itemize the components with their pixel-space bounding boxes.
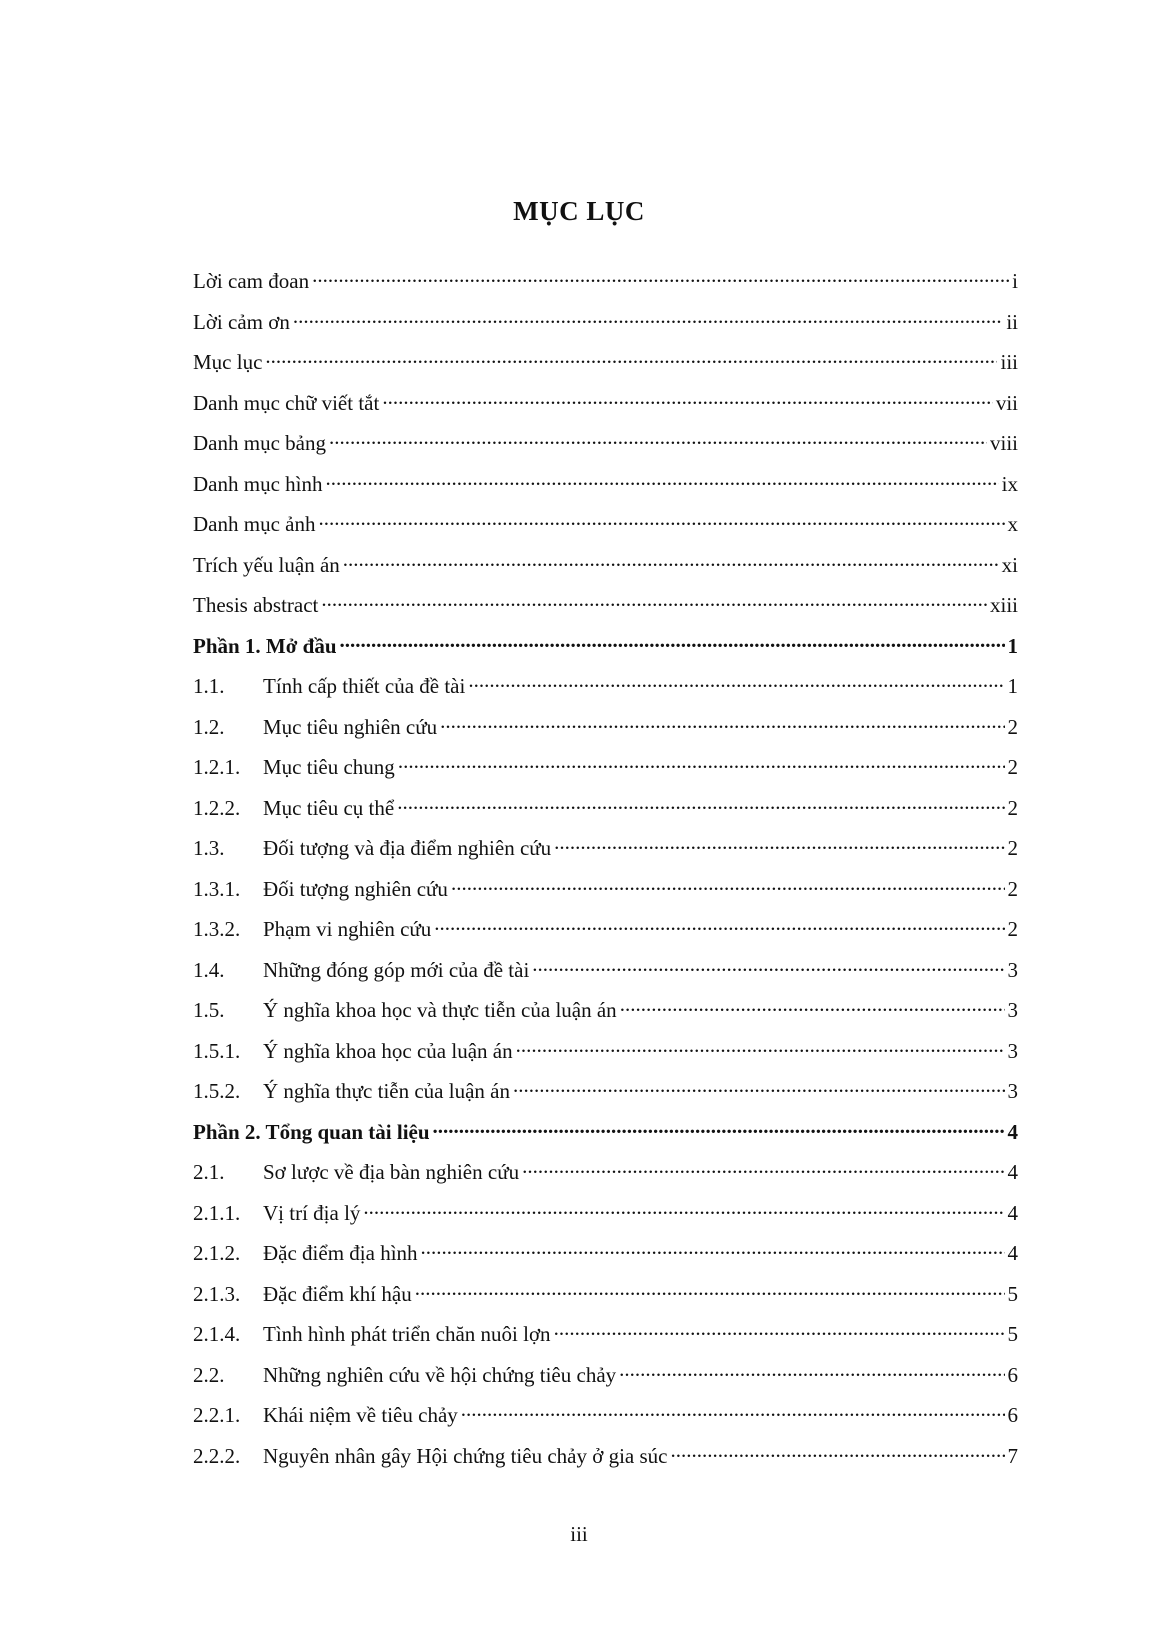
dot-leader bbox=[461, 1401, 1005, 1422]
toc-entry-page: 3 bbox=[1007, 998, 1018, 1022]
toc-entry[interactable] bbox=[193, 794, 1018, 835]
toc-entry-page: viii bbox=[989, 431, 1018, 455]
dot-leader bbox=[516, 1037, 1005, 1058]
toc-entry-label: Lời cam đoan bbox=[193, 269, 310, 293]
toc-entry-label: Đối tượng và địa điểm nghiên cứu bbox=[263, 836, 552, 860]
toc-entry-label: Ý nghĩa khoa học của luận án bbox=[263, 1038, 513, 1063]
toc-entry-page: 2 bbox=[1007, 714, 1018, 739]
page-number: iii bbox=[570, 1522, 588, 1546]
toc-entry[interactable] bbox=[193, 1442, 1018, 1483]
toc-entry-label: Những đóng góp mới của đề tài bbox=[263, 957, 530, 982]
dot-leader bbox=[619, 1361, 1004, 1382]
toc-entry-number: 1.5.2. bbox=[193, 1079, 241, 1103]
dot-leader bbox=[318, 510, 1004, 531]
toc-entry-label: Sơ lược về địa bàn nghiên cứu bbox=[263, 1160, 520, 1184]
dot-leader bbox=[340, 632, 1005, 653]
dot-leader bbox=[382, 389, 993, 410]
toc-entry[interactable] bbox=[193, 1280, 1018, 1321]
toc-entry-number: 1.1. bbox=[193, 674, 225, 698]
toc-entry-number: 1.5.1. bbox=[193, 1038, 241, 1063]
toc-entry[interactable] bbox=[193, 956, 1018, 997]
toc-entry-label: Khái niệm về tiêu chảy bbox=[263, 1403, 458, 1427]
toc-entry-label: Tình hình phát triển chăn nuôi lợn bbox=[263, 1322, 551, 1346]
toc-entry-number: 1.3. bbox=[193, 836, 225, 860]
toc-entry-page: 3 bbox=[1007, 1079, 1018, 1103]
toc-entry[interactable] bbox=[193, 591, 1018, 632]
toc-entry[interactable] bbox=[193, 1401, 1018, 1442]
toc-entry-number: 1.3.2. bbox=[193, 917, 241, 941]
toc-entry-label: Danh mục hình bbox=[193, 471, 323, 496]
toc-entry[interactable] bbox=[193, 834, 1018, 875]
toc-entry-page: 5 bbox=[1007, 1322, 1018, 1346]
toc-entry[interactable] bbox=[193, 389, 1018, 430]
toc-entry-number: 2.1.3. bbox=[193, 1281, 241, 1306]
toc-entry[interactable] bbox=[193, 551, 1018, 592]
toc-entry-page: vii bbox=[995, 390, 1018, 415]
toc-entry-number: 2.1. bbox=[193, 1160, 225, 1184]
toc-entry-page: ix bbox=[1001, 471, 1018, 496]
toc-entry[interactable] bbox=[193, 713, 1018, 754]
toc-entry-page: 1 bbox=[1007, 633, 1018, 658]
toc-entry-number: 2.1.1. bbox=[193, 1200, 241, 1225]
toc-entry-number: 1.2. bbox=[193, 714, 225, 739]
dot-leader bbox=[620, 996, 1005, 1017]
toc-entry[interactable] bbox=[193, 267, 1018, 308]
toc-entry-label: Phần 1. Mở đầu bbox=[193, 633, 337, 658]
dot-leader bbox=[434, 915, 1004, 936]
toc-entry[interactable] bbox=[193, 915, 1018, 956]
toc-part-heading[interactable] bbox=[193, 632, 1018, 673]
toc-entry-label: Danh mục chữ viết tắt bbox=[193, 390, 380, 415]
toc-entry-label: Danh mục bảng bbox=[193, 431, 326, 455]
toc-entry[interactable] bbox=[193, 672, 1018, 713]
toc-entry-label: Trích yếu luận án bbox=[193, 552, 340, 577]
toc-entry[interactable] bbox=[193, 996, 1018, 1037]
toc-entry-page: 3 bbox=[1007, 1038, 1018, 1063]
dot-leader bbox=[554, 1320, 1005, 1341]
toc-entry-number: 2.2.1. bbox=[193, 1403, 241, 1427]
toc-entry-page: iii bbox=[1000, 350, 1018, 374]
dot-leader bbox=[513, 1077, 1005, 1098]
toc-entry-label: Đặc điểm khí hậu bbox=[263, 1281, 412, 1306]
dot-leader bbox=[522, 1158, 1004, 1179]
toc-entry[interactable] bbox=[193, 1077, 1018, 1118]
dot-leader bbox=[325, 470, 998, 491]
toc-entry-page: 6 bbox=[1007, 1362, 1018, 1387]
toc-entry[interactable] bbox=[193, 1199, 1018, 1240]
toc-entry-label: Thesis abstract bbox=[193, 593, 319, 617]
toc-entry-label: Ý nghĩa thực tiễn của luận án bbox=[263, 1079, 510, 1103]
toc-entry-number: 1.2.2. bbox=[193, 795, 241, 820]
toc-entry-page: 2 bbox=[1007, 876, 1018, 901]
toc-entry-label: Phạm vi nghiên cứu bbox=[263, 917, 432, 941]
toc-entry-page: 7 bbox=[1007, 1443, 1018, 1468]
toc-entry[interactable] bbox=[193, 429, 1018, 470]
toc-entry-number: 1.3.1. bbox=[193, 876, 241, 901]
toc-entry-page: 2 bbox=[1007, 755, 1018, 779]
dot-leader bbox=[321, 591, 987, 612]
dot-leader bbox=[451, 875, 1005, 896]
toc-entry-label: Lời cảm ơn bbox=[193, 309, 290, 334]
toc-entry-page: x bbox=[1007, 512, 1018, 536]
toc-entry-label: Vị trí địa lý bbox=[263, 1200, 361, 1225]
toc-entry[interactable] bbox=[193, 308, 1018, 349]
toc-entry-page: 2 bbox=[1007, 795, 1018, 820]
toc-entry-label: Mục tiêu chung bbox=[263, 755, 395, 779]
dot-leader bbox=[421, 1239, 1005, 1260]
dot-leader bbox=[363, 1199, 1004, 1220]
dot-leader bbox=[433, 1118, 1005, 1139]
toc-entry-page: 2 bbox=[1007, 917, 1018, 941]
toc-entry-page: xiii bbox=[989, 593, 1018, 617]
dot-leader bbox=[468, 672, 1004, 693]
toc-entry-label: Danh mục ảnh bbox=[193, 512, 316, 536]
toc-entry-number: 1.2.1. bbox=[193, 755, 241, 779]
toc-entry-number: 2.1.4. bbox=[193, 1322, 241, 1346]
toc-entry-label: Mục lục bbox=[193, 350, 263, 374]
dot-leader bbox=[329, 429, 987, 450]
toc-entry[interactable] bbox=[193, 1158, 1018, 1199]
dot-leader bbox=[265, 348, 997, 369]
page-title: MỤC LỤC bbox=[513, 196, 645, 226]
dot-leader bbox=[415, 1280, 1005, 1301]
dot-leader bbox=[312, 267, 1009, 288]
toc-entry-label: Tính cấp thiết của đề tài bbox=[263, 674, 466, 698]
dot-leader bbox=[532, 956, 1004, 977]
toc-entry-label: Những nghiên cứu về hội chứng tiêu chảy bbox=[263, 1362, 617, 1387]
dot-leader bbox=[670, 1442, 1004, 1463]
toc-entry[interactable] bbox=[193, 1361, 1018, 1402]
table-of-contents bbox=[193, 267, 1018, 1482]
toc-part-heading[interactable] bbox=[193, 1118, 1018, 1159]
toc-entry-label: Nguyên nhân gây Hội chứng tiêu chảy ở gia súc bbox=[263, 1443, 668, 1468]
toc-entry-page: 1 bbox=[1007, 674, 1018, 698]
dot-leader bbox=[398, 753, 1005, 774]
toc-entry-label: Mục tiêu nghiên cứu bbox=[263, 714, 438, 739]
toc-entry[interactable] bbox=[193, 470, 1018, 511]
toc-entry-label: Ý nghĩa khoa học và thực tiễn của luận án bbox=[263, 998, 617, 1022]
toc-entry[interactable] bbox=[193, 348, 1018, 389]
toc-entry[interactable] bbox=[193, 1320, 1018, 1361]
toc-entry-number: 1.4. bbox=[193, 957, 225, 982]
toc-entry-label: Đối tượng nghiên cứu bbox=[263, 876, 448, 901]
toc-entry-page: 4 bbox=[1007, 1241, 1018, 1265]
toc-entry-page: 5 bbox=[1007, 1281, 1018, 1306]
dot-leader bbox=[397, 794, 1004, 815]
toc-entry-label: Đặc điểm địa hình bbox=[263, 1241, 418, 1265]
toc-entry[interactable] bbox=[193, 1037, 1018, 1078]
toc-entry-page: 2 bbox=[1007, 836, 1018, 860]
toc-entry-page: i bbox=[1012, 269, 1018, 293]
toc-entry[interactable] bbox=[193, 875, 1018, 916]
dot-leader bbox=[293, 308, 1003, 329]
toc-entry-number: 1.5. bbox=[193, 998, 225, 1022]
toc-entry-number: 2.2.2. bbox=[193, 1443, 241, 1468]
toc-entry-label: Phần 2. Tổng quan tài liệu bbox=[193, 1119, 430, 1144]
toc-entry[interactable] bbox=[193, 510, 1018, 551]
toc-entry-label: Mục tiêu cụ thể bbox=[263, 795, 395, 820]
dot-leader bbox=[554, 834, 1004, 855]
toc-entry[interactable] bbox=[193, 753, 1018, 794]
toc-entry-page: ii bbox=[1006, 309, 1018, 334]
toc-entry[interactable] bbox=[193, 1239, 1018, 1280]
toc-entry-number: 2.1.2. bbox=[193, 1241, 241, 1265]
toc-entry-page: xi bbox=[1001, 552, 1018, 577]
toc-entry-page: 4 bbox=[1007, 1119, 1018, 1144]
toc-entry-number: 2.2. bbox=[193, 1362, 225, 1387]
toc-entry-page: 6 bbox=[1007, 1403, 1018, 1427]
toc-entry-page: 4 bbox=[1007, 1160, 1018, 1184]
toc-entry-page: 3 bbox=[1007, 957, 1018, 982]
dot-leader bbox=[440, 713, 1004, 734]
toc-entry-page: 4 bbox=[1007, 1200, 1018, 1225]
dot-leader bbox=[343, 551, 999, 572]
